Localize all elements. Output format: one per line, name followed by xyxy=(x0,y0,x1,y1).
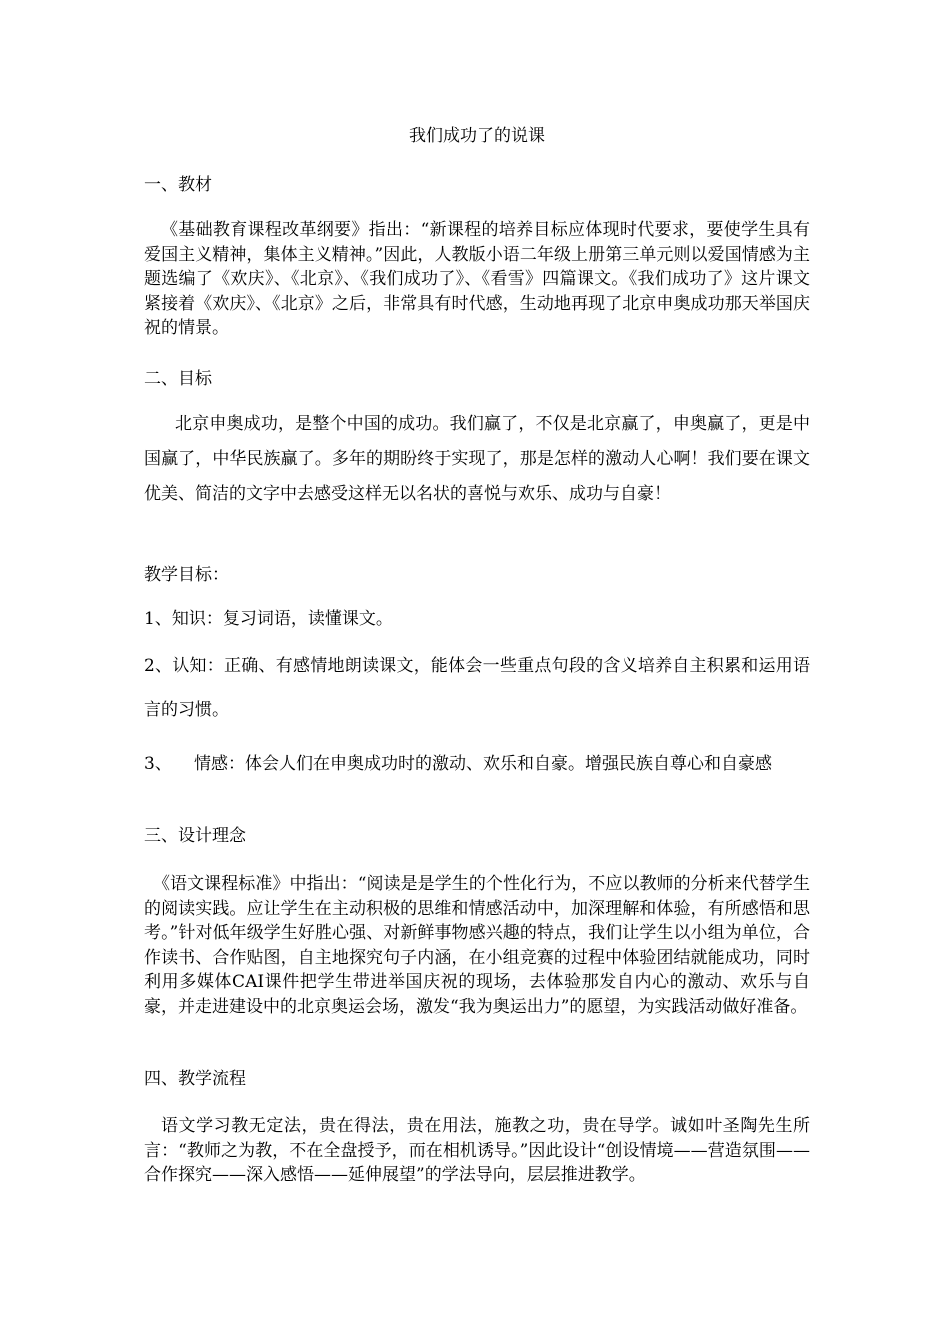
goal-number: 2、 xyxy=(144,656,173,676)
section-heading-design: 三、设计理念 xyxy=(144,826,246,846)
goal-item-cognition xyxy=(144,644,810,732)
section-heading-textbook: 一、教材 xyxy=(144,175,212,195)
goal-text: 知识：复习词语，读懂课文。 xyxy=(171,609,393,629)
goal-item-knowledge xyxy=(144,606,810,632)
goal-text: 情感：体会人们在申奥成功时的激动、欢乐和自豪。增强民族自尊心和自豪感 xyxy=(194,754,772,774)
document-title: 我们成功了的说课 xyxy=(409,126,545,146)
teaching-goals-label: 教学目标： xyxy=(144,565,229,585)
section-heading-goals: 二、目标 xyxy=(144,369,212,389)
textbook-paragraph: 《基础教育课程改革纲要》指出：“新课程的培养目标应体现时代要求，要使学生具有爱国主义精神，集体主义精神。”因此，人教版小语二年级上册第三单元则以爱国情感为主题选编了《欢庆》、《北京》、《我们成功了》、《看雪》四篇课文。《我们成功了》这片课文紧接着《欢庆》、《北京》之后，非常具有时代感，生动地再现了北京申奥成功那天举国庆祝的情景。 xyxy=(144,220,810,338)
goal-text: 认知：正确、有感情地朗读课文，能体会一些重点句段的含义培养自主积累和运用语言的习惯。 xyxy=(144,656,810,720)
design-paragraph: 《语文课程标准》中指出：“阅读是是学生的个性化行为，不应以教师的分析来代替学生的阅读实践。应让学生在主动积极的思维和情感活动中，加深理解和体验，有所感悟和思考。”针对低年级学生好胜心强、对新鲜事物感兴趣的特点，我们让学生以小组为单位，合作读书、合作贴图，自主地探究句子内涵，在小组竞赛的过程中体验团结就能成功，同时利用多媒体CAI课件把学生带进举国庆祝的现场，去体验那发自内心的激动、欢乐与自豪，并走进建设中的北京奥运会场，激发“我为奥运出力”的愿望，为实践活动做好准备。 xyxy=(144,874,810,1017)
goal-number: 1、 xyxy=(144,609,172,629)
process-paragraph: 语文学习教无定法，贵在得法，贵在用法，施教之功，贵在导学。诚如叶圣陶先生所言：“教师之为教，不在全盘授予，而在相机诱导。”因此设计“创设情境——营造氛围——合作探究——深入感悟——延伸展望”的学法导向，层层推进教学。 xyxy=(144,1116,810,1185)
goal-item-emotion xyxy=(144,752,810,776)
section-heading-process: 四、教学流程 xyxy=(144,1069,246,1089)
goal-number: 3、 xyxy=(144,754,172,774)
goals-paragraph: 北京申奥成功，是整个中国的成功。我们赢了，不仅是北京赢了，申奥赢了，更是中国赢了，中华民族赢了。多年的期盼终于实现了，那是怎样的激动人心啊！我们要在课文优美、简洁的文字中去感受这样无以名状的喜悦与欢乐、成功与自豪！ xyxy=(144,414,810,504)
